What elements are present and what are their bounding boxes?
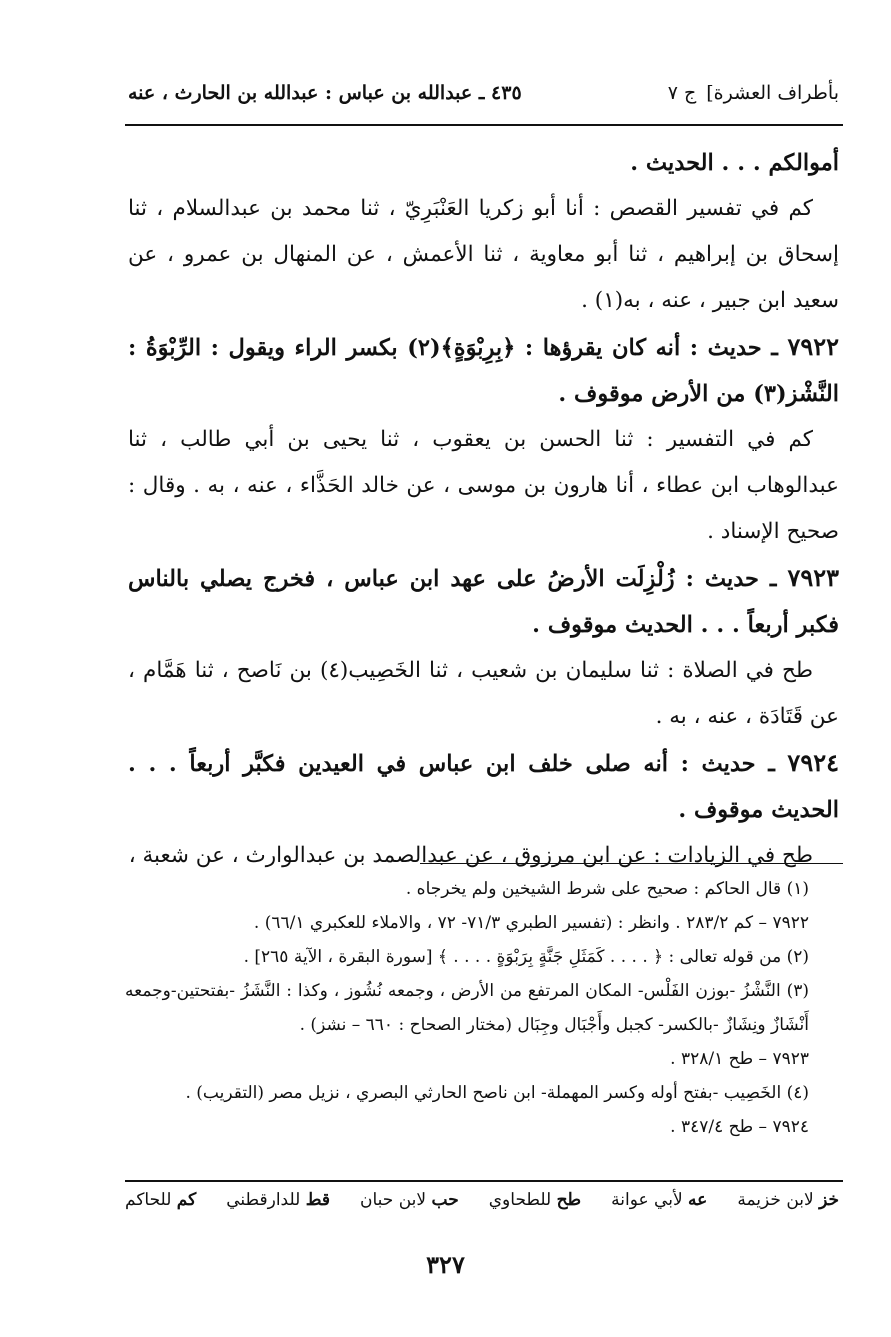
sigla-item (611, 1190, 707, 1210)
sigla-item (226, 1190, 330, 1210)
sigla-item (125, 1190, 196, 1210)
sigla-abbr: كم (176, 1190, 197, 1210)
hadith-number: ٧٩٢٤ (787, 748, 839, 777)
hadith-entry-7924 (128, 740, 839, 833)
sigla-abbr: طح (556, 1190, 582, 1210)
hadith-number: ٧٩٢٢ (787, 332, 839, 361)
running-header (128, 82, 839, 104)
sigla-abbr: قط (305, 1190, 330, 1210)
sigla-name: لابن خزيمة (737, 1190, 814, 1210)
source-paragraph (128, 417, 839, 555)
footnote: (١) قال الحاكم : صحيح على شرط الشيخين ولم يخرجاه . (405, 879, 809, 899)
sigla-item (360, 1190, 459, 1210)
paragraph-text: كم في تفسير القصص : أنا أبو زكريا العَنْبَرِيّ ، ثنا محمد بن عبدالسلام ، ثنا إسحاق بن إبراهيم ، ثنا أبو معاوية ، ثنا الأعمش ، عن المنهال بن عمرو ، عن سعيد ابن جبير ، عنه ، به(١) . (128, 196, 839, 313)
paragraph-text: أموالكم . . . الحديث . (630, 150, 839, 176)
paragraph-text: ـ حديث : أنه صلى خلف ابن عباس في العيدين فكبَّر أربعاً . . . الحديث موقوف . (128, 751, 839, 823)
main-text (128, 140, 839, 879)
header-right-title: بأطراف العشرة] (706, 82, 839, 104)
source-paragraph (128, 648, 839, 740)
header-volume: ج ٧ (667, 82, 697, 104)
paragraph-text: ـ حديث : زُلْزِلَت الأرضُ على عهد ابن عباس ، فخرج يصلي بالناس فكبر أربعاً . . . الحديث موقوف . (128, 566, 839, 638)
paragraph-text: كم في التفسير : ثنا الحسن بن يعقوب ، ثنا يحيى بن أبي طالب ، ثنا عبدالوهاب ابن عطاء ، أنا هارون بن موسى ، عن خالد الحَذَّاء ، عنه ، به . وقال : صحيح الإسناد . (128, 427, 839, 544)
footnote: (٤) الخَصِيب -بفتح أوله وكسر المهملة- ابن ناصح الحارثي البصري ، نزيل مصر (التقريب) . (185, 1083, 809, 1103)
hadith-continuation (128, 140, 839, 186)
header-left-title: ٤٣٥ ـ عبدالله بن عباس : عبدالله بن الحارث ، عنه (128, 82, 522, 104)
hadith-entry-7922 (128, 324, 839, 417)
sigla-name: للطحاوي (488, 1190, 552, 1210)
sigla-item (489, 1190, 581, 1210)
header-rule (125, 124, 843, 126)
sigla-abbr: عه (688, 1190, 708, 1210)
footnote: ٧٩٢٢ – كم ٢٨٣/٢ . وانظر : (تفسير الطبري ٧١/٣- ٧٢ ، والاملاء للعكبري ٦٦/١) . (253, 913, 809, 933)
footnote: ٧٩٢٤ – طح ٣٤٧/٤ . (670, 1117, 809, 1137)
footnote-rule (420, 863, 843, 864)
footnote: (٣) النَّشْزُ -بوزن الفَلْس- المكان المرتفع من الأرض ، وجمعه نُشُوز ، وكذا : النَّشَزُ -بفتحتين-وجمعه أَنْشَازٌ ونِشَازٌ -بالكسر- كجبل وأَجْبَال وجِبَال (مختار الصحاح : ٦٦٠ – نشز) . (125, 981, 809, 1035)
page-number: ٣٢٧ (426, 1250, 465, 1279)
sigla-name: لأبي عوانة (611, 1190, 683, 1210)
paragraph-text: طح في الزيادات : عن ابن مرزوق ، عن عبدالصمد بن عبدالوارث ، عن شعبة ، (128, 843, 813, 868)
sigla-legend (125, 1190, 839, 1210)
sigla-name: للحاكم (125, 1190, 172, 1210)
source-paragraph (128, 186, 839, 324)
footnote: (٢) من قوله تعالى : ﴿ . . . . كَمَثَلِ جَنَّةٍ بِرَبْوَةٍ . . . . ﴾ [سورة البقرة ، الآية ٢٦٥] . (243, 947, 809, 967)
paragraph-text: ـ حديث : أنه كان يقرؤها : ﴿بِرِبْوَةٍ﴾(٢) بكسر الراء ويقول : الرِّبْوَةُ : النَّشْز(٣) من الأرض موقوف . (128, 335, 839, 407)
sigla-name: لابن حبان (360, 1190, 427, 1210)
hadith-entry-7923 (128, 555, 839, 648)
sigla-name: للدارقطني (226, 1190, 301, 1210)
footnotes (125, 872, 839, 1144)
footnote: ٧٩٢٣ – طح ٣٢٨/١ . (670, 1049, 809, 1069)
sigla-abbr: خز (819, 1190, 839, 1210)
paragraph-text: طح في الصلاة : ثنا سليمان بن شعيب ، ثنا الخَصِيب(٤) بن نَاصح ، ثنا هَمَّام ، عن قَتَادَة ، عنه ، به . (128, 658, 839, 729)
sigla-abbr: حب (431, 1190, 459, 1210)
sigla-item (737, 1190, 839, 1210)
hadith-number: ٧٩٢٣ (787, 563, 839, 592)
sigla-rule (125, 1180, 843, 1182)
